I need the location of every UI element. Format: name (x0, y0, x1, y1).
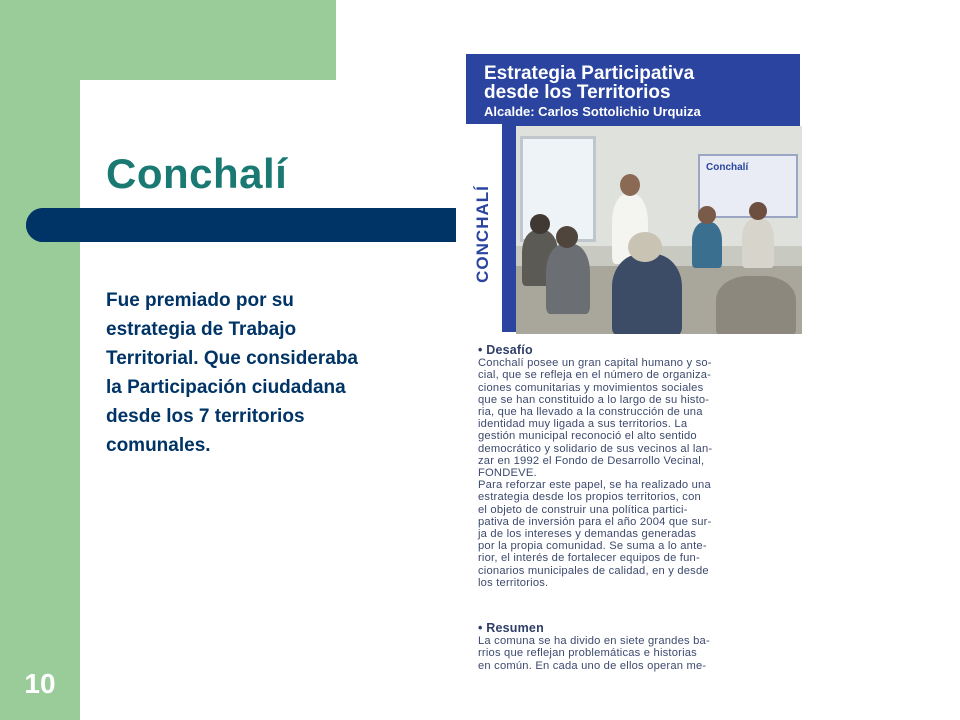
meeting-photo (516, 126, 802, 334)
slide-title: Conchalí (106, 150, 288, 197)
top-green-band (0, 0, 336, 80)
photo-attendee (546, 244, 590, 314)
photo-attendee (692, 222, 722, 268)
photo-attendee-head (628, 232, 662, 262)
slide-number: 10 (24, 668, 56, 699)
left-green-strip (0, 0, 80, 720)
title-bar-cap (26, 208, 66, 242)
photo-attendee-head (698, 206, 716, 224)
resumen-text: La comuna se ha divido en siete grandes ba- rrios que reflejan problemáticas e historias en común. En cada uno de ellos operan me- (478, 635, 710, 672)
document-header-panel (466, 54, 800, 332)
document-resumen-section (478, 622, 808, 672)
title-underline-bar (26, 208, 456, 242)
desafio-heading: • Desafío (478, 343, 533, 357)
photo-attendee-head (556, 226, 578, 248)
document-title: Estrategia Participativa desde los Territorios (484, 63, 695, 103)
document-side-tab (466, 124, 502, 336)
resumen-heading: • Resumen (478, 621, 544, 635)
document-side-label: CONCHALÍ (473, 185, 492, 283)
slide-body-text: Fue premiado por su estrategia de Trabajo Territorial. Que consideraba la Participación ciudadana desde los 7 territorios comunales. (106, 290, 359, 456)
document-subtitle: Alcalde: Carlos Sottolichio Urquiza (484, 104, 701, 119)
photo-attendee (716, 276, 796, 334)
document-scan (458, 48, 812, 684)
desafio-text: Conchalí posee un gran capital humano y so- cial, que se refleja en el número de organiza- ciones comunitarias y movimientos sociales que se han constituido a lo largo de su histo- ria, que ha llevado a la construcción de una identidad muy ligada a sus territorios. La gestión municipal reconoció el alto sentido democrático y solidario de sus vecinos al lan- zar en 1992 el Fondo de Desarrollo Vecinal, FONDEVE. Para reforzar este papel, se ha realizado una estrategia desde los propios territorios, con el objeto de construir una política partici- pativa de inversión para el año 2004 que sur- ja de los intereses y demandas generadas por la propia comunidad. Se suma a lo ante- rior, el interés de fortalecer equipos de fun- cionarios municipales de calidad, en y desde los territorios. (478, 357, 713, 589)
photo-speaker-head (620, 174, 640, 196)
photo-board-label: Conchalí (706, 162, 749, 173)
photo-attendee-head (749, 202, 767, 220)
document-desafio-section (478, 344, 808, 589)
photo-attendee (742, 218, 774, 268)
photo-attendee (612, 254, 682, 334)
photo-attendee-head (530, 214, 550, 234)
